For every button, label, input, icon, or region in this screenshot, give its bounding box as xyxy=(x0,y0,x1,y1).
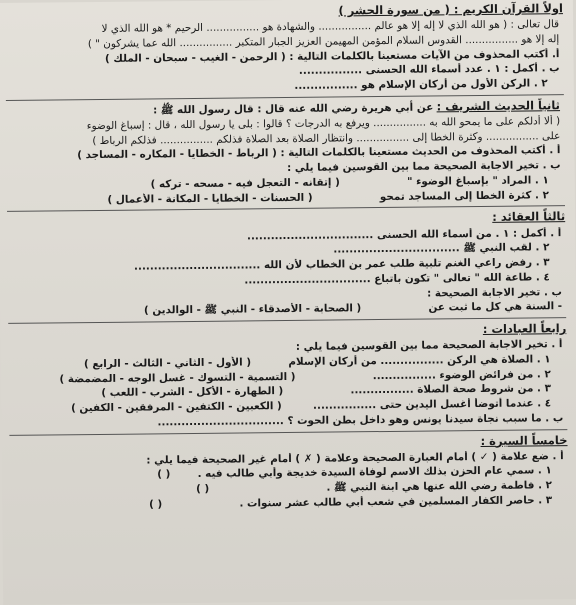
section-hadith xyxy=(6,98,565,208)
aqeeda-q4: ٤ . طاعة الله " تعالى " تكون باتباع ................................ xyxy=(244,271,550,287)
answer-box[interactable]: ( ) xyxy=(149,498,163,511)
section-title-hadith: ثانياً الحديث الشريف : xyxy=(436,97,561,114)
hadith-mcq-2-text: ٢ . كثرة الخطا إلى المساجد تمحو xyxy=(379,188,549,203)
answer-box[interactable]: ( ) xyxy=(195,483,210,496)
quran-question-a: أ. أكتب المحذوف من الآيات مستعينا بالكلمات التالية : ( الرحمن - الغيب - سبحان - الملك ) xyxy=(104,47,560,65)
hadith-line-1: ( ألا أدلكم على ما يمحو الله به ................ ويرفع به الدرجات ؟ قالوا : بلى يا رسول الله ، قال : إسباغ الوضوء xyxy=(86,115,561,133)
ibadat-mcq-3-options: ( الطهارة - الأكل - الشرب - اللعب ) xyxy=(101,385,284,400)
aqeeda-q1: أ . أكمل : ١ . من أسماء الله الحسنى ................................ xyxy=(246,226,562,243)
quran-line-1: قال تعالى : ( هو الله الذي لا إله إلا هو عالم ................ والشهادة هو ................ الرحيم * هو الله الذي لا xyxy=(101,18,560,36)
ibadat-mcq-4-options: ( الكعبين - الكتفين - المرفقين - الكفين ) xyxy=(70,400,282,415)
section-seerah xyxy=(9,433,568,514)
ibadat-mcq-2-text: ٢ . من فرائض الوضوء ................ xyxy=(372,367,551,382)
section-title-aqeeda: ثالثاً العقائد : xyxy=(492,209,566,225)
hadith-mcq-1-text: ١ . المراد " بإسباغ الوضوء " xyxy=(406,174,549,188)
hadith-line-2: على ................ وكثرة الخطا إلى ................ وانتظار الصلاة بعد الصلاة فذلكم ................ فذلكم الرباط ) xyxy=(92,129,561,147)
ibadat-question-a: أ . تخير الاجابة الصحيحة مما بين القوسين فيما يلي : xyxy=(295,338,563,354)
section-ibadat xyxy=(8,321,567,431)
aqeeda-mcq-options: ( الصحابة - الأصدقاء - النبي ﷺ - الوالدين ) xyxy=(143,302,362,317)
seerah-item-3-text: ٣ . حاصر الكفار المسلمين في شعب أبي طالب عشر سنوات . xyxy=(239,494,553,510)
hadith-mcq-1-options: ( إتقانه - التعجل فيه - مسحه - تركه ) xyxy=(150,176,340,191)
hadith-intro: عن أبي هريرة رضي الله عنه قال : قال رسول الله ﷺ : xyxy=(152,101,434,117)
section-title-quran: اولاً القرآن الكريم : ( من سورة الحشر ) xyxy=(338,1,564,18)
ibadat-mcq-3-text: ٣ . من شروط صحة الصلاة ................ xyxy=(350,382,551,397)
ibadat-mcq-4-text: ٤ . عندما أتوضأ أغسل اليدين حتى ................ xyxy=(312,397,552,412)
ibadat-mcq-1-options: ( الأول - الثاني - الثالث - الرابع ) xyxy=(83,356,252,371)
ibadat-mcq-2-options: ( التسمية - التسوك - غسل الوجه - المضمضة ) xyxy=(59,370,296,386)
aqeeda-mcq-text: - السنة هي كل ما ثبت عن xyxy=(428,300,563,314)
ibadat-question-b: ب . ما سبب نجاة سيدنا يونس وهو داخل بطن الحوت ؟ ................................ xyxy=(157,411,564,429)
hadith-mcq-2-options: ( الحسنات - الخطايا - المكانة - الأعمال ) xyxy=(107,191,313,206)
aqeeda-q3: ٣ . رفض راعي الغنم تلبية طلب عمر بن الخطاب لأن الله ................................ xyxy=(133,256,550,273)
answer-box[interactable]: ( ) xyxy=(157,468,171,481)
aqeeda-q2: ٢ . لقب النبي ﷺ ................................ xyxy=(333,241,550,256)
quran-question-b2: ٢ . الركن الأول من أركان الإسلام هو ................ xyxy=(294,77,548,93)
seerah-item-2-text: ٢ . فاطمة رضي الله عنها هي ابنة النبي ﷺ . xyxy=(326,479,553,494)
seerah-question-a: أ . ضع علامة ( ✓ ) أمام العبارة الصحيحة وعلامة ( ✗ ) أمام غير الصحيحة فيما يلي : xyxy=(146,449,564,467)
hadith-question-a: أ . أكتب المحذوف من الحديث مستعينا بالكلمات التالية : ( الرباط - الخطايا - المكاره - المساجد ) xyxy=(77,144,561,162)
quran-line-2: إله إلا هو ................ القدوس السلام المؤمن المهيمن العزيز الجبار المتكبر ................ الله عما يشركون " ) xyxy=(87,33,560,50)
section-quran xyxy=(5,1,564,97)
section-title-ibadat: رابعاً العبادات : xyxy=(482,321,567,336)
aqeeda-question-b: ب . تخير الاجابة الصحيحة : xyxy=(427,285,562,300)
section-aqeeda xyxy=(7,210,566,320)
hadith-question-b: ب . تخير الاجابة الصحيحة مما بين القوسين فيما يلي : xyxy=(286,159,561,175)
ibadat-mcq-1-text: ١ . الصلاة هي الركن ................ من أركان الإسلام xyxy=(288,353,551,368)
seerah-item-1-text: ١ . سمي عام الحزن بذلك الاسم لوفاة السيدة خديجة وأبي طالب فيه . xyxy=(197,464,552,481)
section-title-seerah: خامساً السيرة : xyxy=(480,432,568,448)
quran-question-b1: ب . أكمل : ١ . عدد أسماء الله الحسنى ................ xyxy=(298,62,560,78)
